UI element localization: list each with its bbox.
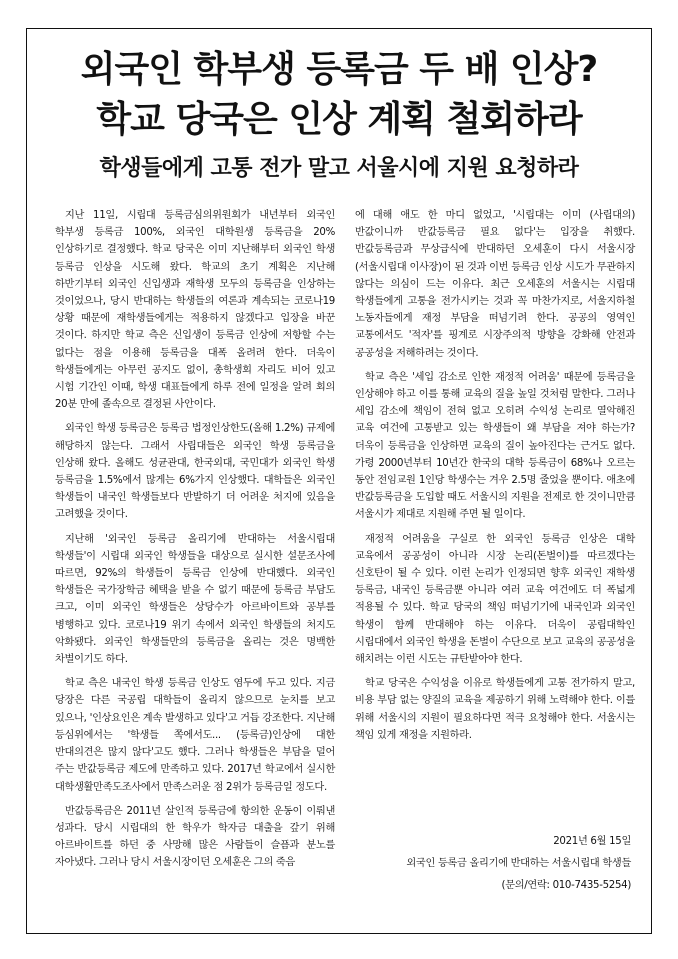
- headline-line-2: 학교 당국은 인상 계획 철회하라: [96, 99, 582, 140]
- paragraph: 학교 측은 '세입 감소로 인한 재정적 어려움' 때문에 등록금을 인상해야 하고 이를 통해 교육의 질을 높일 것처럼 말한다. 그러나 세입 감소에 책임이 전혀 없고 오히려 수익성 논리로 열악해진 교육 여건에 고통받고 있는 학생들이 왜 부담을 져야 하는가? 더욱이 등록금을 인상하면 교육의 질이 높아진다는 근거도 없다. 가령 2000년부터 10년간 한국의 대학 등록금이 68%나 오르는 동안 전임교원 1인당 학생수는 겨우 2.5명 줄었을 뿐이다. 애초에 반값등록금을 도입할 때도 서울시의 지원을 전제로 한 것이니만큼 서울시가 제대로 지원해 주면 될 일이다.: [355, 371, 635, 521]
- left-column: [55, 207, 335, 869]
- paragraph: 외국인 학생 등록금은 등록금 법정인상한도(올해 1.2%) 규제에 해당하지 않는다. 그래서 사립대들은 외국인 학생 등록금을 인상해 왔다. 올해도 성균관대, 한국외대, 국민대가 외국인 학생 등록금을 1.5%에서 많게는 6%가지 인상했다. 대학들은 외국인 학생들이 내국인 학생들보다 반발하기 더 어려운 처지에 있음을 고려했을 것이다.: [55, 423, 335, 521]
- right-column: [355, 207, 635, 819]
- paragraph: 지난해 '외국인 등록금 올리기에 반대하는 서울시립대 학생들'이 시립대 외국인 학생들을 대상으로 실시한 설문조사에 따르면, 92%의 학생들이 등록금 인상에 반대했다. 외국인 학생들은 국가장학금 혜택을 받을 수 없기 때문에 등록금 부담도 크고, 이미 외국인 학생들은 상당수가 아르바이트와 공부를 병행하고 있다. 코로나19 위기 속에서 외국인 학생들의 처지도 악화됐다. 외국인 학생들만의 등록금을 올리는 것은 명백한 차별이기도 하다.: [55, 533, 335, 666]
- date: 2021년 6월 15일: [553, 836, 631, 847]
- contact-info: (문의/연락: 010-7435-5254): [501, 880, 631, 891]
- statement-sheet: [26, 28, 652, 934]
- headline-line-1: 외국인 학부생 등록금 두 배 인상?: [80, 49, 598, 90]
- organization: 외국인 등록금 올리기에 반대하는 서울시립대 학생들: [406, 858, 631, 869]
- paragraph: 지난 11일, 시립대 등록금심의위원회가 내년부터 외국인 학부생 등록금 100%, 외국인 대학원생 등록금을 20% 인상하기로 결정했다. 학교 당국은 이미 지난해부터 외국인 학생 등록금 인상을 시도해 왔다. 학교의 초기 계획은 지난해 하반기부터 외국인 신입생과 재학생 모두의 등록금을 인상하는 것이었으나, 당시 반대하는 학생들의 여론과 계속되는 코로나19 상황 때문에 재학생들에게는 적용하지 않겠다고 입장을 바꾼 것이다. 하지만 학교 측은 신입생이 등록금 인상에 저항할 수는 없다는 점을 이용해 등록금을 대폭 올려려 한다. 더욱이 학생들에게는 아무런 공지도 없이, 총학생회 자리도 비어 있고 시험 기간인 이때, 학생 대표들에게 하루 전에 일정을 알려 회의 20분 만에 졸속으로 결정된 사안이다.: [55, 210, 335, 411]
- paragraph: 반값등록금은 2011년 살인적 등록금에 항의한 운동이 이뤄낸 성과다. 당시 시립대의 한 학우가 학자금 대출을 갚기 위해 아르바이트를 하던 중 사망해 많은 사람들이 슬픔과 분노를 자아냈다. 그러나 당시 서울시장이던 오세훈은 그의 죽음: [55, 805, 335, 869]
- signoff-block: [406, 831, 631, 897]
- subheadline: 학생들에게 고통 전가 말고 서울시에 지원 요청하라: [99, 156, 579, 181]
- paragraph: 에 대해 애도 한 마디 없었고, '시립대는 이미 (사립대의) 반값이니까 반값등록금 필요 없다'는 입장을 취했다. 반값등록금과 무상급식에 반대하던 오세훈이 다시 서울시장(서울시립대 이사장)이 된 것과 이번 등록금 인상 시도가 무관하지 않다는 의심이 드는 이유다. 최근 오세훈의 서울시는 시립대 학생들에게 고통을 전가시키는 것과 꼭 마찬가지로, 서울지하철 노동자들에게 재정 부담을 떠넘기려 한다. 공공의 영역인 교통에서도 '적자'를 핑계로 시장주의적 방향을 강화해 안전과 공공성을 저해하려는 것이다.: [355, 210, 635, 359]
- paragraph: 학교 당국은 수익성을 이유로 학생들에게 고통 전가하지 말고, 비용 부담 없는 양질의 교육을 제공하기 위해 노력해야 한다. 이를 위해 서울시의 지원이 필요하다면 적극 요청해야 한다. 서울시는 책임 있게 재정을 지원하라.: [355, 678, 635, 741]
- paragraph: 재정적 어려움을 구실로 한 외국인 등록금 인상은 대학 교육에서 공공성이 아니라 시장 논리(돈벌이)를 따르겠다는 신호탄이 될 수 있다. 이런 논리가 인정되면 향후 외국인 재학생 등록금, 내국인 등록금뿐 아니라 여러 교육 여건에도 더 폭넓게 적용될 수 있다. 학교 당국의 책임 떠넘기기에 내국인과 외국인 학생이 함께 반대해야 하는 이유다. 더욱이 공립대학인 시립대에서 외국인 학생을 돈벌이 수단으로 보고 교육의 공공성을 해치려는 이런 시도는 규탄받아야 한다.: [355, 533, 635, 666]
- paragraph: 학교 측은 내국인 학생 등록금 인상도 염두에 두고 있다. 지금 당장은 다른 국공립 대학들이 올리지 않으므로 눈치를 보고 있으나, '인상요인은 계속 발생하고 있다'고 거듭 강조한다. 지난해 등심위에서는 '학생들 쪽에서도... (등록금)인상에 대한 반대의견은 많지 않다'고도 했다. 그러나 학생들은 부담을 덜어 주는 반값등록금 제도에 만족하고 있다. 2017년 학교에서 실시한 대학생활만족도조사에서 만족스러운 점 2위가 등록금일 정도다.: [55, 678, 335, 793]
